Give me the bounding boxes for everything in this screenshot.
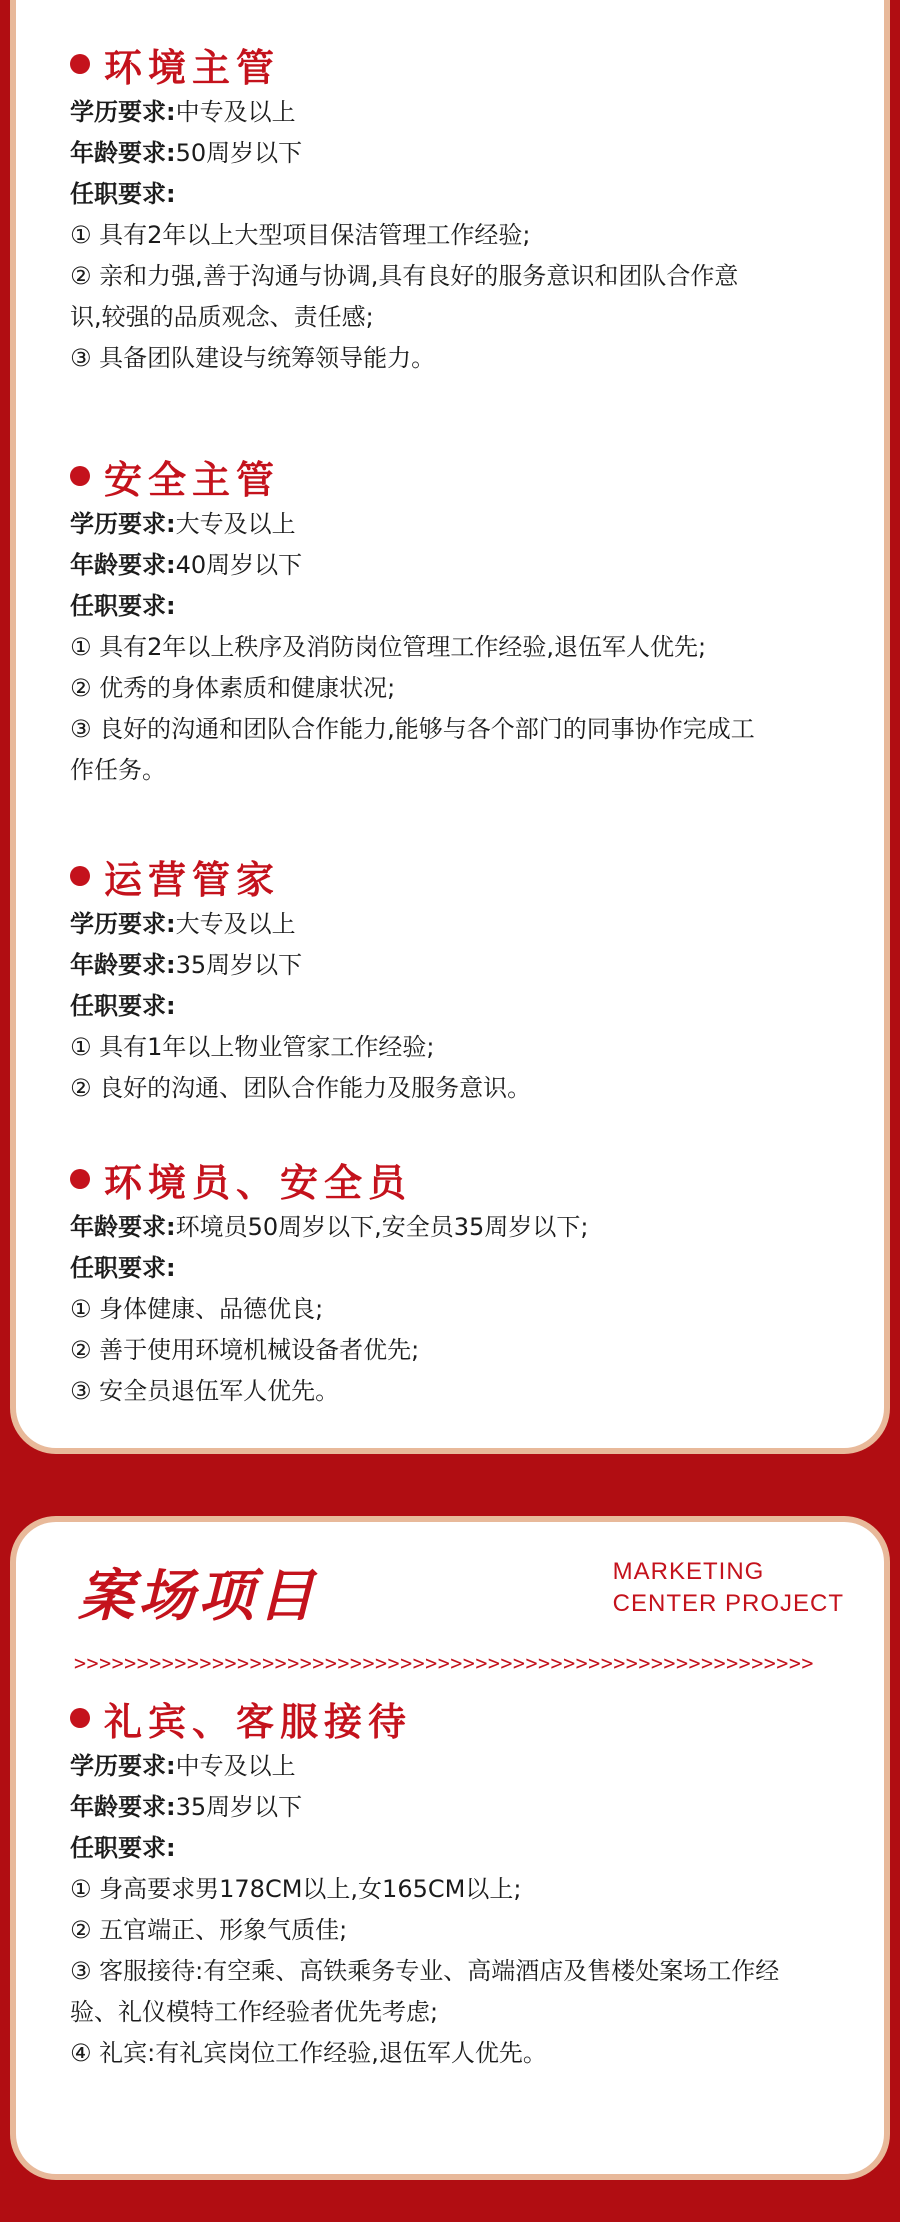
section-environment-security-staff	[70, 1151, 844, 1412]
duty-label-row	[70, 1248, 844, 1289]
section-title	[70, 36, 844, 92]
duty-label: 任职要求:	[70, 180, 176, 208]
brand-header	[74, 1538, 844, 1678]
title-text: 环境员、安全员	[104, 1160, 413, 1205]
duty-item: ② 良好的沟通、团队合作能力及服务意识。	[70, 1074, 532, 1102]
section-title	[70, 1151, 844, 1207]
education-row	[70, 1746, 844, 1787]
age-value: 35周岁以下	[175, 1793, 303, 1821]
duty-label-row	[70, 1828, 844, 1869]
age-row	[70, 545, 844, 586]
bullet-dot-icon	[70, 866, 90, 886]
title-text: 环境主管	[104, 45, 281, 90]
age-label: 年龄要求:	[70, 951, 176, 979]
education-label: 学历要求:	[70, 510, 176, 538]
education-value: 中专及以上	[175, 98, 296, 126]
age-value: 50周岁以下	[175, 139, 303, 167]
age-value: 环境员50周岁以下,安全员35周岁以下;	[175, 1213, 589, 1241]
brand-en-line1: MARKETING	[612, 1558, 765, 1585]
job-card-marketing-center	[16, 1522, 884, 2174]
age-value: 40周岁以下	[175, 551, 303, 579]
duty-item: ③ 客服接待:有空乘、高铁乘务专业、高端酒店及售楼处案场工作经	[70, 1957, 780, 1985]
section-security-supervisor	[70, 448, 844, 791]
age-label: 年龄要求:	[70, 139, 176, 167]
education-label: 学历要求:	[70, 1752, 176, 1780]
duty-label-row	[70, 174, 844, 215]
section-reception-service	[70, 1690, 844, 2074]
title-text: 安全主管	[104, 457, 281, 502]
education-label: 学历要求:	[70, 910, 176, 938]
duty-item: ① 具有2年以上大型项目保洁管理工作经验;	[70, 221, 531, 249]
education-row	[70, 904, 844, 945]
duty-item: 验、礼仪模特工作经验者优先考虑;	[70, 1998, 439, 2026]
duty-item: ③ 具备团队建设与统筹领导能力。	[70, 344, 436, 372]
duty-label-row	[70, 986, 844, 1027]
duty-label: 任职要求:	[70, 1834, 176, 1862]
duty-item: ① 具有2年以上秩序及消防岗位管理工作经验,退伍军人优先;	[70, 633, 707, 661]
bullet-dot-icon	[70, 54, 90, 74]
duty-label: 任职要求:	[70, 592, 176, 620]
bullet-dot-icon	[70, 1169, 90, 1189]
arrow-divider: >>>>>>>>>>>>>>>>>>>>>>>>>>>>>>>>>>>>>>>>>>>>>>>>>>>>>>>>>>>	[74, 1651, 814, 1675]
title-text: 礼宾、客服接待	[104, 1699, 413, 1744]
education-label: 学历要求:	[70, 98, 176, 126]
age-row	[70, 1787, 844, 1828]
duty-label-row	[70, 586, 844, 627]
education-value: 大专及以上	[175, 510, 296, 538]
age-row	[70, 133, 844, 174]
duty-item: ① 身高要求男178CM以上,女165CM以上;	[70, 1875, 522, 1903]
duty-item: ② 优秀的身体素质和健康状况;	[70, 674, 396, 702]
age-label: 年龄要求:	[70, 551, 176, 579]
duty-item: 识,较强的品质观念、责任感;	[70, 303, 374, 331]
section-operation-butler	[70, 848, 844, 1109]
education-value: 中专及以上	[175, 1752, 296, 1780]
education-row	[70, 92, 844, 133]
age-row	[70, 1207, 844, 1248]
duty-item: ② 五官端正、形象气质佳;	[70, 1916, 348, 1944]
education-value: 大专及以上	[175, 910, 296, 938]
age-label: 年龄要求:	[70, 1793, 176, 1821]
brand-en-line2: CENTER PROJECT	[612, 1590, 844, 1617]
duty-item: ③ 良好的沟通和团队合作能力,能够与各个部门的同事协作完成工	[70, 715, 755, 743]
age-label: 年龄要求:	[70, 1213, 176, 1241]
duty-item: ② 亲和力强,善于沟通与协调,具有良好的服务意识和团队合作意	[70, 262, 739, 290]
duty-item: ② 善于使用环境机械设备者优先;	[70, 1336, 420, 1364]
bullet-dot-icon	[70, 466, 90, 486]
section-environment-supervisor	[70, 36, 844, 379]
duty-item: ① 具有1年以上物业管家工作经验;	[70, 1033, 435, 1061]
duty-item: ① 身体健康、品德优良;	[70, 1295, 324, 1323]
job-card-property	[16, 0, 884, 1448]
age-row	[70, 945, 844, 986]
duty-item: ④ 礼宾:有礼宾岗位工作经验,退伍军人优先。	[70, 2039, 547, 2067]
bullet-dot-icon	[70, 1708, 90, 1728]
duty-item: ③ 安全员退伍军人优先。	[70, 1377, 340, 1405]
brand-title-en	[613, 1556, 844, 1620]
section-title	[70, 1690, 844, 1746]
brand-title-cn: 案场项目	[78, 1564, 318, 1629]
age-value: 35周岁以下	[175, 951, 303, 979]
duty-label: 任职要求:	[70, 1254, 176, 1282]
brand-row	[74, 1538, 844, 1648]
duty-item: 作任务。	[70, 756, 166, 784]
section-title	[70, 848, 844, 904]
duty-label: 任职要求:	[70, 992, 176, 1020]
education-row	[70, 504, 844, 545]
section-title	[70, 448, 844, 504]
title-text: 运营管家	[104, 857, 281, 902]
